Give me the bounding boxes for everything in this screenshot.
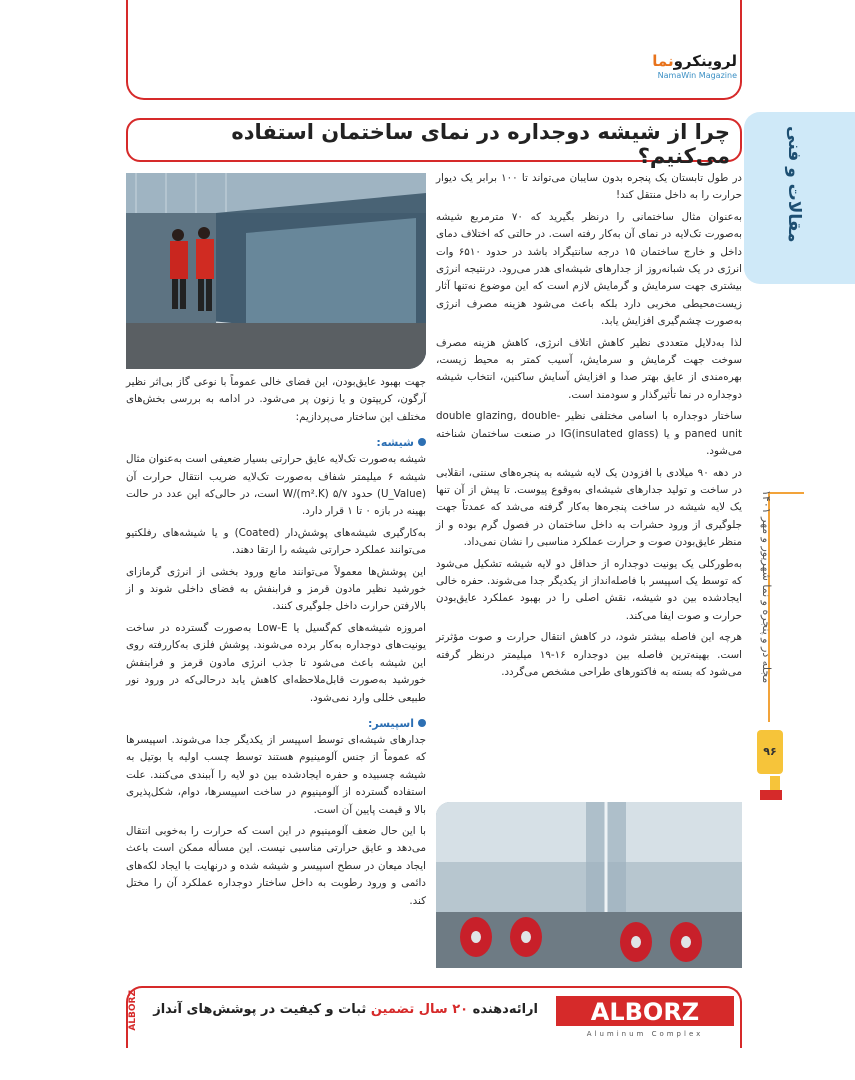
paragraph: به‌طورکلی یک یونیت دوجداره از حداقل دو لایه شیشه تشکیل می‌شود که توسط یک اسپیسر با فاصله‌انداز از یکدیگر جدا می‌شوند. حفره خالی ایجادشده بین دو شیشه، نقش اصلی را در بهبود عملکرد عایق‌بودن حرارت و صوت ایفا می‌کند. (436, 557, 742, 622)
bullet-icon (418, 438, 426, 446)
heading-text: شیشه: (376, 436, 414, 450)
paragraph: جهت بهبود عایق‌بودن، این فضای خالی عموماً با نوعی گاز بی‌اثر نظیر آرگون، کریپتون و یا زنون پر می‌شود. در ادامه به بررسی بخش‌های مختلف این ساختار می‌پردازیم: (126, 376, 426, 423)
slogan-post: ثبات و کیفیت در پوشش‌های آنداز (153, 1002, 367, 1017)
brand-text: ALBORZ (590, 998, 700, 1026)
header-frame (126, 0, 742, 100)
slogan-highlight: ۲۰ سال تضمین (370, 1002, 469, 1017)
paragraph: لذا به‌دلایل متعددی نظیر کاهش اتلاف انرژی، کاهش هزینه مصرف سوخت جهت گرمایش و سرمایش، آسیب کمتر به محیط زیست، بهره‌مندی از عایق بهتر صدا و افزایش آسایش ساکنین، انتخاب شیشه دوجداره در نما تأثیرگذار و سودمند است. (436, 336, 742, 401)
bullet-icon (418, 719, 426, 727)
logo-main-1: لروینکرو (673, 52, 737, 70)
paragraph: هرچه این فاصله بیشتر شود، در کاهش انتقال حرارت و صوت مؤثرتر است. بهینه‌ترین فاصله بین دوجداره ۱۶-۱۹ میلیمتر درنظر گرفته می‌شود که بسته به فاکتورهای طراحی مشخص می‌گردد. (436, 631, 742, 678)
brand-subtitle: Aluminum Complex (586, 1030, 704, 1038)
footer-slogan (148, 1002, 538, 1017)
article-title: چرا از شیشه دوجداره در نمای ساختمان استفاده می‌کنیم؟ (231, 120, 730, 168)
issue-text: مجله در و پنجره و نما شهریور و مهر ۱۴۰۱ (760, 490, 773, 684)
slogan-pre: ارائه‌دهنده (472, 1002, 538, 1017)
paragraph: در دهه ۹۰ میلادی با افزودن یک لایه شیشه به پنجره‌های سنتی، انقلابی در ساخت و تولید جدارهای شیشه‌ای به‌وقوع پیوست. تا پیش از آن تنها یک لایه شیشه در ساخت پنجره‌ها به‌کار گرفته می‌شد که عمدتاً جهت جلوگیری از ورود حشرات به داخل ساختمان در فصول گرم بوده و از منظر عایق‌بودن صوت و حرارت عملکرد مناسبی را نشان نمی‌داد. (436, 466, 743, 549)
paragraph: ساختار دوجداره با اسامی مختلفی نظیر double glazing, double-paned unit و یا IG(insulated glass) در صنعت ساختمان شناخته می‌شود. (436, 410, 742, 458)
namawin-mark-icon (770, 776, 780, 790)
footer-vertical-brand: ALBORZ (128, 990, 138, 1031)
magazine-logo (652, 52, 737, 80)
article-left-column (126, 374, 426, 914)
paragraph: امروزه شیشه‌های کم‌گسیل یا Low-E به‌صورت گسترده در ساخت یونیت‌های دوجداره به‌کار برده می‌شوند. پوشش فلزی به‌کاررفته روی این شیشه باعث می‌شود تا جذب انرژی مادون قرمز و فرابنفش خورشید به‌صورت قابل‌ملاحظه‌ای کاهش یابد درحالی‌که در ورود نور طبیعی خللی وارد نمی‌شود. (126, 621, 426, 704)
machinery-photo (436, 802, 742, 968)
section-tab (744, 112, 855, 284)
paragraph: به‌کارگیری شیشه‌های پوشش‌دار (Coated) و یا شیشه‌های رفلکتیو می‌توانند عملکرد حرارتی شیشه را ارتقا دهند. (126, 526, 426, 557)
alborz-logo (556, 994, 734, 1030)
article-right-column (436, 170, 742, 685)
factory-photo (126, 173, 426, 369)
paragraph: با این حال ضعف آلومینیوم در این است که حرارت را به‌خوبی انتقال می‌دهد و عایق حرارتی مناسبی نیست. این مسأله ممکن است باعث ایجاد میعان در سطح اسپیسر و شیشه شده و درنهایت با ایجاد لکه‌های دائمی و ورود رطوبت به داخل ساختار دوجداره عملکرد آن را مختل کند. (126, 824, 426, 907)
paragraph: در طول تابستان یک پنجره بدون سایبان می‌تواند تا ۱۰۰ برابر یک دیوار حرارت را به داخل منتقل کند! (436, 172, 742, 202)
heading-text: اسپیسر: (367, 716, 414, 730)
page-number: ۹۶ (757, 730, 783, 774)
logo-sub: NamaWin Magazine (657, 71, 737, 80)
paragraph: شیشه به‌صورت تک‌لایه عایق حرارتی بسیار ضعیفی است به‌عنوان مثال شیشه ۶ میلیمتر شفاف به‌صورت تک‌لایه ضریب انتقال حرارت آن (U_Value) حدود ۵/۷ W/(m².K) است، در حالی‌که این عدد در حالت بهینه در بازه ۰ تا ۱ قرار دارد. (126, 453, 427, 518)
section-heading-glass (126, 436, 426, 449)
section-heading-spacer (126, 717, 426, 730)
namawin-mark-base-icon (760, 790, 782, 800)
logo-main-2: نما (652, 52, 674, 70)
section-label: مقالات و فنی (784, 126, 804, 243)
paragraph: این پوشش‌ها معمولاً می‌توانند مانع ورود بخشی از انرژی گرمازای خورشید نظیر مادون قرمز و فرابنفش به فضای داخلی شوند و از بالارفتن حرارت داخل جلوگیری کنند. (126, 565, 426, 613)
paragraph: به‌عنوان مثال ساختمانی را درنظر بگیرید که ۷۰ مترمربع شیشه به‌صورت تک‌لایه در نمای آن به‌کار رفته است. در حالتی که اختلاف دمای داخل و خارج ساختمان ۱۵ درجه سانتیگراد باشد در حدود ۶۵۱۰ وات انرژی در یک شبانه‌روز از جدارهای شیشه‌ای هدر می‌رود. درنتیجه انرژی بیشتری جهت سرمایش و گرمایش لازم است که این موضوع نه‌تنها آثار زیست‌محیطی مخربی دارد بلکه باعث می‌شود هزینه مصرف انرژی به‌صورت چشم‌گیری افزایش یابد. (436, 210, 742, 328)
paragraph: جدارهای شیشه‌ای توسط اسپیسر از یکدیگر جدا می‌شوند. اسپیسرها که عموماً از جنس آلومینیوم هستند توسط چسب اولیه یا بوتیل به شیشه چسبیده و حفره ایجادشده بین دو لایه را آببندی می‌کنند. علت استفاده گسترده از آلومینیوم در ساخت اسپیسرها، دوام، شکل‌پذیری بالا و قیمت پایین آن است. (126, 733, 426, 816)
